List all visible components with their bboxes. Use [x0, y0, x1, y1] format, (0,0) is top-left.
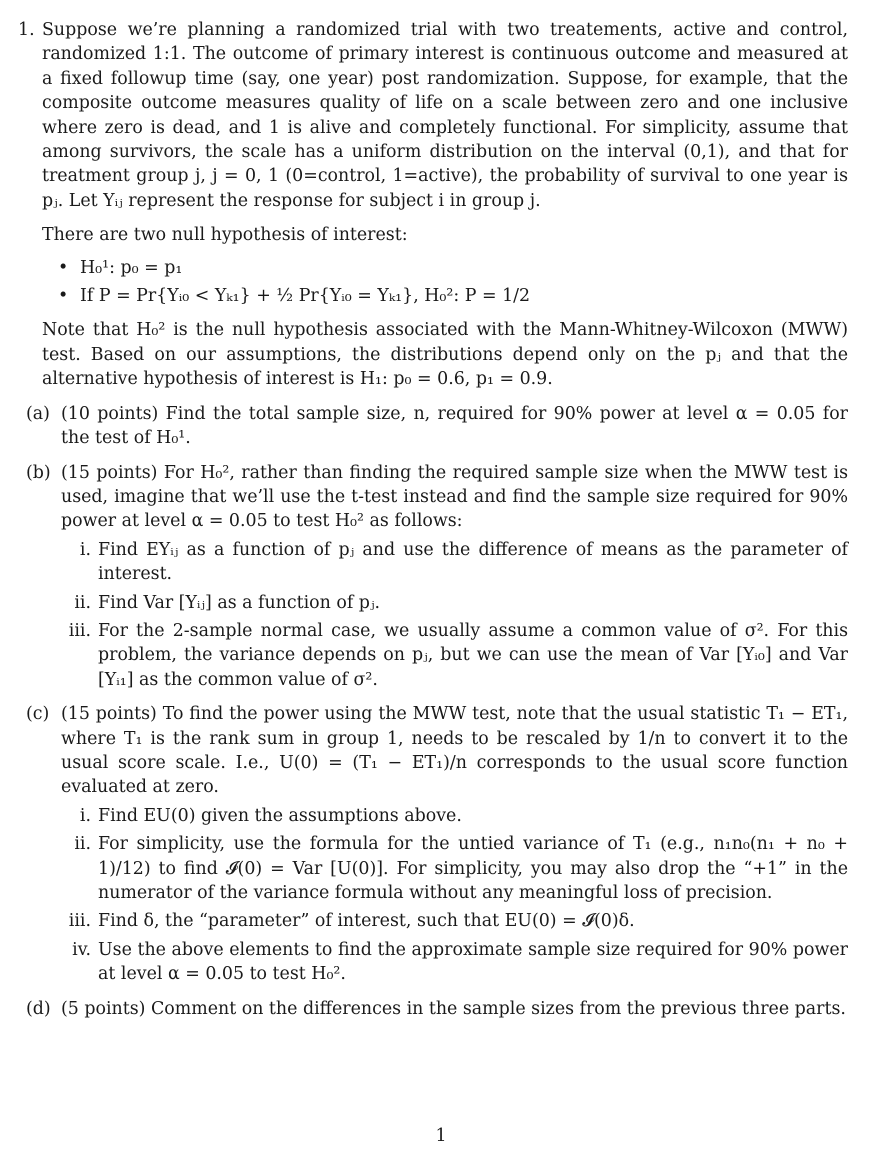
- part-text: (15 points) For H₀², rather than finding the required sample size when the MWW test is used, imagine that we’ll use the t-test instead and find the sample size required for 90% power at level α = 0.05 to test H₀² as follows:: [61, 462, 848, 532]
- subpart-label: i.: [79, 805, 91, 826]
- subpart-item: [61, 619, 848, 692]
- subpart-item: [61, 538, 848, 587]
- subpart-text: For simplicity, use the formula for the untied variance of T₁ (e.g., n₁n₀(n₁ + n₀ + 1)/12) to find 𝓘(0) = Var [U(0)]. For simplicity, you may also drop the “+1” in the numerator of the variance formula without any meaningful loss of precision.: [98, 834, 848, 903]
- subpart-item: [61, 938, 848, 987]
- part-text: (15 points) To find the power using the MWW test, note that the usual statistic T₁ − ET₁, where T₁ is the rank sum in group 1, needs to be rescaled by 1/n to convert it to the usual score scale. I.e., U(0) = (T₁ − ET₁)/n corresponds to the usual score function evaluated at zero.: [61, 704, 848, 798]
- part-label: (c): [26, 704, 50, 725]
- subpart-list: [61, 804, 848, 987]
- subpart-list: [61, 538, 848, 692]
- subpart-label: iii.: [68, 911, 91, 932]
- bullet-icon: •: [58, 257, 69, 278]
- subpart-label: iv.: [72, 939, 91, 960]
- part-label: (d): [26, 998, 51, 1019]
- part-d: [18, 997, 848, 1021]
- subpart-text: Find EYᵢⱼ as a function of pⱼ and use the difference of means as the parameter of interest.: [98, 539, 848, 585]
- question-number: 1.: [18, 20, 35, 40]
- subpart-text: For the 2-sample normal case, we usually assume a common value of σ². For this problem, the variance depends on pⱼ, but we can use the mean of Var [Yᵢ₀] and Var [Yᵢ₁] as the common value of σ².: [98, 620, 848, 690]
- part-text: (5 points) Comment on the differences in the sample sizes from the previous three parts.: [61, 998, 846, 1019]
- subpart-item: [61, 591, 848, 615]
- bullet-icon: •: [58, 286, 69, 307]
- subpart-label: ii.: [74, 834, 91, 855]
- part-text: (10 points) Find the total sample size, n, required for 90% power at level α = 0.05 for the test of H₀¹.: [61, 403, 848, 449]
- hypothesis-text: H₀¹: p₀ = p₁: [80, 257, 183, 278]
- question-intro: Suppose we’re planning a randomized trial with two treatements, active and control, randomized 1:1. The outcome of primary interest is continuous outcome and measured at a fixed followup time (say, one year) post randomization. Suppose, for example, that the composite outcome measures quality of life on a scale between zero and one inclusive where zero is dead, and 1 is alive and completely functional. For simplicity, assume that among survivors, the scale has a uniform distribution on the interval (0,1), and that for treatment group j, j = 0, 1 (0=control, 1=active), the probability of survival to one year is pⱼ. Let Yᵢⱼ represent the response for subject i in group j.: [42, 20, 848, 211]
- subpart-text: Find δ, the “parameter” of interest, such that EU(0) = 𝓘(0)δ.: [98, 911, 635, 932]
- hypothesis-text: If P = Pr{Yᵢ₀ < Yₖ₁} + ½ Pr{Yᵢ₀ = Yₖ₁}, H₀²: P = 1/2: [80, 286, 531, 307]
- part-b: [18, 461, 848, 693]
- parts-list: [18, 402, 848, 1021]
- subpart-label: iii.: [68, 620, 91, 641]
- subpart-item: [61, 804, 848, 828]
- hypothesis-item: [58, 284, 848, 308]
- hypothesis-note: Note that H₀² is the null hypothesis associated with the Mann-Whitney-Wilcoxon (MWW) test. Based on our assumptions, the distributions depend only on the pⱼ and that the alternative hypothesis of interest is H₁: p₀ = 0.6, p₁ = 0.9.: [42, 320, 848, 390]
- subpart-label: i.: [79, 539, 91, 560]
- question-body: [42, 18, 848, 392]
- part-c: [18, 702, 848, 986]
- subpart-text: Find Var [Yᵢⱼ] as a function of pⱼ.: [98, 592, 381, 613]
- null-hypotheses-intro: There are two null hypothesis of interest:: [42, 225, 408, 246]
- subpart-text: Use the above elements to find the approximate sample size required for 90% power at level α = 0.05 to test H₀².: [98, 939, 848, 985]
- question-1: [18, 18, 848, 1021]
- hypothesis-item: [58, 256, 848, 280]
- subpart-item: [61, 832, 848, 905]
- subpart-item: [61, 909, 848, 933]
- hypothesis-list: [42, 256, 848, 309]
- part-a: [18, 402, 848, 451]
- subpart-label: ii.: [74, 592, 91, 613]
- page-number: 1: [435, 1126, 447, 1146]
- part-label: (a): [26, 403, 50, 424]
- subpart-text: Find EU(0) given the assumptions above.: [98, 805, 462, 826]
- part-label: (b): [26, 462, 51, 483]
